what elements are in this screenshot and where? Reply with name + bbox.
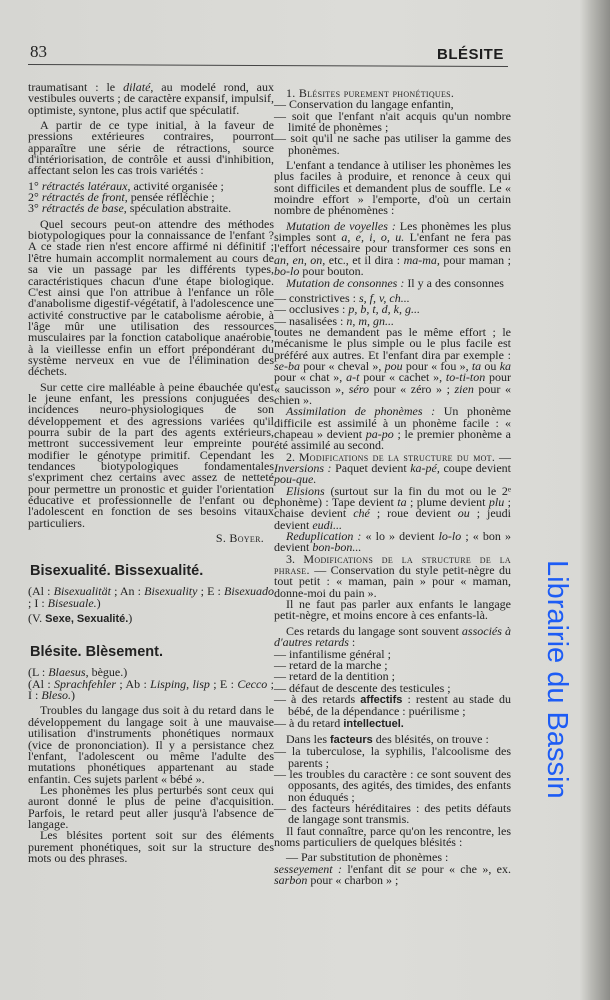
text-run: ka-pé, (410, 461, 440, 475)
text-run: séro (348, 381, 369, 396)
author-signature (28, 533, 274, 544)
right-column (274, 88, 511, 886)
text-run: l'enfant dit (342, 861, 407, 876)
text-run: Bisexualité. Bissexualité. (30, 563, 204, 580)
text-run: toutes ne demandent pas le même effort ; le mécanisme le plus simple ou le plus facile est préféré aux autres. Et l'enfant dira par exemple : (274, 324, 511, 362)
text-run: bon-bon... (312, 540, 362, 555)
text-run: coupe devient (439, 461, 511, 475)
text-run: a-t (346, 370, 360, 385)
text-run: Elisions (286, 483, 325, 498)
text-run: 1. Blésites purement phonétiques. (286, 86, 455, 100)
running-head: BLÉSITE (437, 46, 504, 63)
text-run: Les blésites portent soit sur des éléments purement phonétiques, soit sur la structure des mots ou des phrases. (28, 828, 274, 865)
text-run: ma-ma, (403, 252, 440, 267)
text-run: 3° (28, 201, 42, 216)
paragraph (274, 531, 511, 554)
text-run: Bleso. (41, 688, 72, 703)
text-run: ; le premier phonème a été assimilé au second. (274, 426, 511, 453)
text-run: rétractés de front (41, 190, 125, 205)
paragraph (274, 108, 511, 135)
text-run: n, m, gn... (346, 313, 394, 328)
text-run: Modifications de la structure de la phrase. (274, 551, 511, 578)
text-run: etc., et il dira : (325, 252, 404, 267)
text-run: ta (471, 358, 482, 373)
text-run: — (495, 449, 512, 464)
text-run: 2° (28, 190, 42, 205)
text-run: affectifs (360, 693, 403, 706)
text-run: Modifications de la structure du mot. (298, 449, 496, 464)
text-run: lo-lo (438, 529, 462, 544)
text-run: se-ba (274, 358, 300, 373)
paragraph (274, 551, 511, 600)
text-run: ou (481, 358, 500, 373)
text-run: facteurs (330, 733, 373, 746)
text-run: Sprachfehler (54, 676, 117, 691)
text-run: ) (71, 688, 76, 703)
paragraph (28, 203, 274, 214)
paragraph (28, 82, 274, 116)
text-run: ) (96, 595, 101, 610)
page-number: 83 (30, 42, 47, 61)
text-run: Sexe, Sexualité. (45, 613, 129, 626)
text-run: pour « cachet », (359, 370, 446, 385)
paragraph (274, 133, 511, 156)
text-run: pour « chien ». (274, 381, 512, 407)
text-run: Ces retards du langage sont souvent (286, 623, 462, 638)
text-run: plu (488, 495, 505, 510)
paragraph (28, 782, 274, 831)
text-run: Inversions : (274, 461, 332, 475)
text-run: an, en, on, (274, 252, 326, 267)
paragraph (28, 216, 274, 379)
text-run: — des facteurs héréditaires : des petits défauts de langage sont transmis. (274, 800, 511, 827)
text-run: — défaut de descente des testicules ; (274, 680, 451, 695)
text-run: 1° (28, 178, 42, 193)
text-run: ; « bon » devient (274, 529, 511, 555)
text-run: pa-po (365, 426, 394, 441)
paragraph (28, 705, 274, 784)
text-run: — à du retard (274, 715, 344, 730)
text-run: ou (457, 506, 470, 521)
paragraph (274, 218, 512, 279)
text-run: Troubles du langage dus soit à du retard dans le développement du langage soit à une mauvaise utilisation d'instruments phonétiques normaux (vice de prononciation). Il y a persistance chez l'enfant, l'adolescent ou même l'adulte des mutations phonétiques appartenant au stade enfantin. Ces sujets parlent « bébé ». (28, 703, 274, 786)
text-run: : (348, 635, 356, 650)
text-run: Quel secours peut-on attendre des méthodes biotypologiques pour la connaissance de l'enfant ? A ce stade rien n'est encore affirmé ni définitif ; l'être humain accomplit normalement au cours de sa vie un passage par les différents types, caractéristiques chacun d'une étape biologique. C'est ainsi que l'on attribue à l'enfance un rôle d'anabolisme digestif-végétatif, à l'adolescence une activité constructive par le catabolisme aérobie, à l'âge mûr une utilisation des ressources musculaires par la fonction catabolique anaérobie, à la vieillesse enfin un effort prépondérant du système nerveux en vue de l'élimination des déchets. (28, 216, 274, 379)
text-run: , pensée réfléchie ; (124, 190, 215, 205)
text-run: ka (499, 358, 512, 373)
text-run: — retard de la dentition ; (274, 669, 395, 684)
paragraph (274, 861, 511, 888)
paragraph (274, 766, 511, 804)
text-run: ; I : (28, 595, 48, 610)
text-run: Mutation de consonnes : (286, 275, 405, 290)
text-run: pour « saucisson », (274, 370, 512, 396)
text-run: : restent au stade du bébé, de la dépendance : puérilisme ; (288, 691, 511, 719)
paragraph (274, 160, 511, 217)
text-run: eudi... (312, 517, 342, 532)
text-run: , bègue.) (85, 665, 128, 680)
text-run: ; I : (28, 676, 274, 703)
paragraph (274, 823, 511, 849)
text-run: ; E : (209, 676, 238, 691)
text-run: Cecco (237, 676, 268, 691)
text-run: (L : (28, 665, 49, 680)
paragraph (274, 449, 512, 487)
paragraph (28, 586, 274, 609)
text-run: — les troubles du caractère : ce sont souvent des opposants, des agités, des timides, des enfants non éduqués ; (274, 766, 511, 804)
text-run: — Par substitution de phonèmes : (286, 850, 449, 865)
paragraph (274, 406, 511, 451)
text-run: pour « charbon » ; (307, 873, 399, 888)
text-run: ta (397, 495, 407, 510)
text-run: ) (128, 611, 133, 626)
paragraph (28, 120, 274, 177)
text-run: Blaesus (48, 665, 86, 680)
text-run: L'enfant a tendance à utiliser les phonèmes les plus faciles à produire, et renonce à ceux qui sont difficiles et demandent plus de souffle. Le « moindre effort » l'emporte, d'où un certain nombre de phénomènes : (274, 158, 511, 218)
text-run: Les phonèmes les plus simples sont (274, 218, 511, 245)
text-run: — Conservation du style petit-nègre du tout petit : « maman, pain » pour « maman, donne-moi du pain ». (274, 563, 511, 600)
text-run: associés à d'autres retards (274, 623, 512, 650)
text-run: ; Ab : (116, 676, 151, 691)
text-run: Il y a des consonnes (404, 275, 504, 290)
text-run: pour « chat », (274, 370, 347, 385)
text-run: 3. (286, 551, 304, 566)
header-rule (28, 64, 508, 67)
text-run: ché (353, 506, 370, 521)
text-run: a, e, i, o, u. (341, 230, 405, 245)
text-run: se (406, 861, 417, 876)
text-run: zien (454, 381, 474, 396)
text-run: ; plume devient (406, 495, 489, 510)
text-run: pour « zéro » ; (369, 381, 455, 396)
text-run: « lo » devient (361, 529, 439, 544)
paragraph (274, 800, 511, 827)
paragraph (274, 483, 511, 532)
text-run: pour bouton. (299, 264, 364, 279)
text-run: traumatisant : le (28, 80, 124, 94)
text-run: , spéculation abstraite. (123, 201, 232, 216)
paragraph (274, 275, 511, 290)
text-run: Un phonème difficile est assimilé à un phonème facile : « chapeau » devient (274, 404, 511, 441)
text-run: intellectuel. (343, 717, 404, 730)
text-run: Bisesuale. (47, 595, 97, 610)
text-run: — Conservation du langage enfantin, (274, 97, 454, 112)
paragraph (274, 623, 512, 650)
text-run: pour maman ; (439, 252, 512, 267)
text-run: Paquet devient (331, 461, 411, 475)
paragraph (274, 691, 511, 719)
text-run: bo-lo (274, 264, 300, 279)
text-run: — infantilisme général ; (274, 646, 391, 661)
text-run: S. Boyer. (215, 531, 264, 546)
text-run: Blésite. Blèsement. (30, 644, 163, 661)
paragraph (274, 599, 511, 622)
text-run: rétractés latéraux (41, 178, 128, 193)
text-run: s, f, v, ch... (358, 290, 410, 305)
text-run: L'enfant ne fera pas l'effort nécessaire pour transformer ces sons en (274, 230, 511, 256)
text-run: rétractés de base (41, 201, 124, 216)
paragraph (28, 830, 274, 864)
text-run: pou (384, 358, 403, 373)
text-run: Mutation de voyelles : (286, 218, 396, 233)
text-run: Bisexuado (224, 584, 274, 599)
text-run: — à des retards (274, 691, 361, 706)
text-run: Sur cette cire malléable à peine ébauchée qu'est le jeune enfant, les pressions conjuguées des incidences neuro-physiologiques de son développement et des agressions variées qu'il pourra subir de la part des agents extérieurs, mettront successivement leur empreinte pour modifier le génotype primitif. Cependant les tendances biotypologiques fondamentales s'expriment chez certains avec assez de netteté pour permettre un pronostic et guider l'orientation éducative et professionnelle de l'enfant ou de l'adolescent en fonction de ses besoins vitaux particuliers. (28, 379, 274, 530)
text-run: (surtout sur la fin du mot ou le 2ᵉ phonème) : Tape devient (274, 483, 511, 510)
text-run: des blésités, on trouve : (372, 731, 489, 746)
text-run: Dans les (286, 731, 330, 746)
text-run: , activité organisée ; (127, 178, 224, 193)
text-run: ; chaise devient (274, 495, 511, 521)
text-run: — nasalisées : (274, 313, 347, 328)
text-run: A partir de ce type initial, à la faveur de pressions extérieures contraires, pourront apparaître une série de rétractions, source d'intériorisation, de contrôle et aussi d'inhibition, affectant selon les cas trois variétés : (28, 118, 274, 178)
text-run: pour « che », ex. (416, 861, 511, 876)
entry-heading (30, 562, 274, 580)
entry-heading (30, 643, 274, 661)
text-run: , au modelé rond, aux vestibules ouverts ; de caractère expansif, impulsif, optimiste, syntone, plus actif que spéculatif. (28, 80, 275, 117)
text-run: — constrictives : (274, 290, 359, 305)
text-run: (V. (28, 611, 46, 626)
paragraph (28, 379, 274, 530)
text-run: Bisexualität (53, 584, 111, 599)
text-run: Assimilation de phonèmes : (286, 404, 436, 419)
watermark: Librairie du Bassin (541, 560, 573, 799)
text-run: — soit qu'il ne sache pas utiliser la gamme des phonèmes. (274, 131, 511, 157)
text-run: ; roue devient (369, 506, 458, 521)
text-run: ; An : (110, 584, 145, 599)
text-run: pour « cheval », (300, 358, 385, 373)
text-run: (Al : (28, 584, 54, 599)
text-run: dilaté (123, 80, 151, 94)
text-run: Il faut connaître, parce qu'on les rencontre, les noms particuliers de quelques blésités : (274, 823, 511, 849)
left-column (28, 82, 274, 864)
text-run: pou-que. (274, 472, 317, 487)
text-run: Reduplication : (286, 529, 362, 544)
text-run: pour « fou », (402, 358, 472, 373)
text-run: — la tuberculose, la syphilis, l'alcoolisme des parents ; (274, 744, 511, 770)
text-run: (Al : (28, 676, 55, 691)
text-run: to-ti-ton (445, 370, 486, 385)
text-run: Les phonèmes les plus perturbés sont ceux qui auront donné le plus de peine d'acquisition. Parfois, le retard peut aller jusqu'à l'absence de langage. (28, 782, 274, 831)
paragraph (28, 613, 274, 625)
paragraph (274, 715, 511, 730)
paragraph (274, 324, 512, 407)
text-run: ; jeudi devient (274, 506, 511, 532)
text-run: — occlusives : (274, 302, 349, 317)
paragraph (274, 746, 511, 769)
text-run: Bisexuality (144, 584, 198, 599)
text-run: — retard de la marche ; (274, 657, 388, 672)
paragraph (28, 676, 274, 703)
text-run: — soit que l'enfant n'ait acquis qu'un nombre limité de phonèmes ; (274, 108, 511, 135)
text-run: p, b, t, d, k, g... (348, 302, 420, 317)
text-run: ; E : (197, 584, 224, 599)
text-run: Il ne faut pas parler aux enfants le langage petit-nègre, et moins encore à ces enfants-là. (274, 597, 511, 623)
text-run: 2. (286, 449, 299, 464)
text-run: sarbon (274, 873, 308, 888)
text-run: sesseyement : (274, 861, 342, 876)
text-run: Lisping, lisp (150, 676, 210, 691)
